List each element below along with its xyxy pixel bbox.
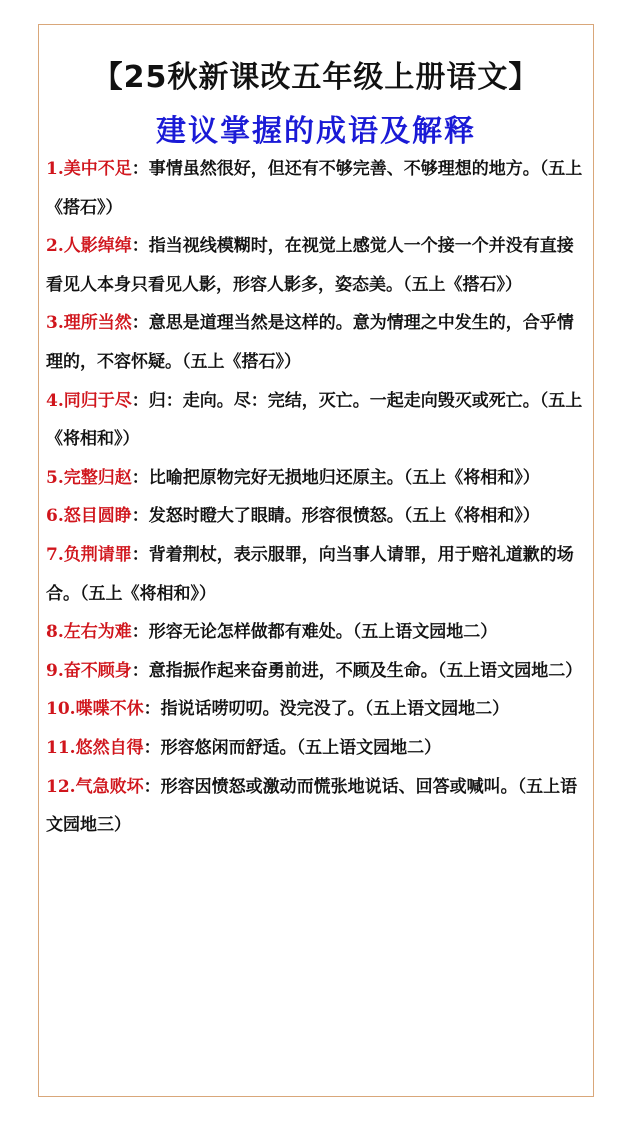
idiom-term: 完整归赵 bbox=[63, 467, 132, 488]
idiom-term: 喋喋不休 bbox=[75, 699, 144, 720]
list-item bbox=[46, 536, 586, 613]
item-number: 2. bbox=[46, 236, 64, 257]
list-item bbox=[46, 690, 586, 729]
item-number: 5. bbox=[46, 467, 64, 488]
idiom-explanation: ：形容无论怎样做都有难处。（五上语文园地二） bbox=[131, 622, 498, 643]
list-item bbox=[46, 227, 586, 304]
idiom-explanation: ：指当视线模糊时，在视觉上感觉人一个接一个并没有直接看见人本身只看见人影，形容人影多，姿态美。（五上《搭石》） bbox=[46, 236, 574, 295]
idiom-explanation: ：事情虽然很好，但还有不够完善、不够理想的地方。（五上《搭石》） bbox=[46, 159, 583, 218]
idiom-term: 悠然自得 bbox=[75, 737, 144, 758]
item-number: 11. bbox=[46, 737, 76, 758]
item-number: 9. bbox=[46, 660, 64, 681]
idiom-explanation: ：比喻把原物完好无损地归还原主。（五上《将相和》） bbox=[131, 467, 540, 488]
item-number: 3. bbox=[46, 313, 64, 334]
item-number: 7. bbox=[46, 544, 64, 565]
item-number: 4. bbox=[46, 390, 64, 411]
item-number: 6. bbox=[46, 506, 64, 527]
item-number: 1. bbox=[46, 159, 64, 179]
item-number: 10. bbox=[46, 699, 76, 720]
idiom-explanation: ：归：走向。尽：完结，灭亡。一起走向毁灭或死亡。（五上《将相和》） bbox=[46, 390, 583, 450]
idiom-term: 负荆请罪 bbox=[63, 544, 132, 565]
idiom-term: 左右为难 bbox=[63, 622, 132, 643]
list-item bbox=[46, 729, 586, 768]
list-item bbox=[46, 768, 586, 845]
idiom-explanation: ：意指振作起来奋勇前进，不顾及生命。（五上语文园地二） bbox=[131, 660, 583, 681]
idiom-term: 美中不足 bbox=[63, 159, 132, 179]
list-item bbox=[46, 382, 586, 459]
idiom-term: 同归于尽 bbox=[63, 390, 132, 411]
idiom-term: 奋不顾身 bbox=[63, 660, 132, 681]
page-title: 【25秋新课改五年级上册语文】 bbox=[92, 60, 540, 95]
list-item bbox=[46, 150, 586, 227]
idiom-explanation: ：形容因愤怒或激动而慌张地说话、回答或喊叫。（五上语文园地三） bbox=[46, 776, 578, 836]
list-item bbox=[46, 652, 586, 691]
idiom-term: 理所当然 bbox=[63, 313, 132, 334]
list-item bbox=[46, 497, 586, 536]
idiom-explanation: ：形容悠闲而舒适。（五上语文园地二） bbox=[143, 737, 442, 758]
idiom-term: 怒目圆睁 bbox=[63, 506, 132, 527]
idiom-list bbox=[46, 150, 586, 845]
idiom-term: 气急败坏 bbox=[75, 776, 144, 797]
list-item bbox=[46, 304, 586, 381]
page-subtitle: 建议掌握的成语及解释 bbox=[156, 114, 476, 149]
list-item bbox=[46, 459, 586, 498]
idiom-explanation: ：发怒时瞪大了眼睛。形容很愤怒。（五上《将相和》） bbox=[131, 506, 540, 527]
item-number: 8. bbox=[46, 622, 64, 643]
item-number: 12. bbox=[46, 776, 76, 797]
idiom-explanation: ：指说话唠叨叨。没完没了。（五上语文园地二） bbox=[143, 699, 510, 720]
idiom-term: 人影绰绰 bbox=[63, 236, 132, 257]
idiom-explanation: ：意思是道理当然是这样的。意为情理之中发生的，合乎情理的，不容怀疑。（五上《搭石》） bbox=[46, 313, 574, 372]
list-item bbox=[46, 613, 586, 652]
idiom-explanation: ：背着荆杖，表示服罪，向当事人请罪，用于赔礼道歉的场合。（五上《将相和》） bbox=[46, 544, 574, 604]
